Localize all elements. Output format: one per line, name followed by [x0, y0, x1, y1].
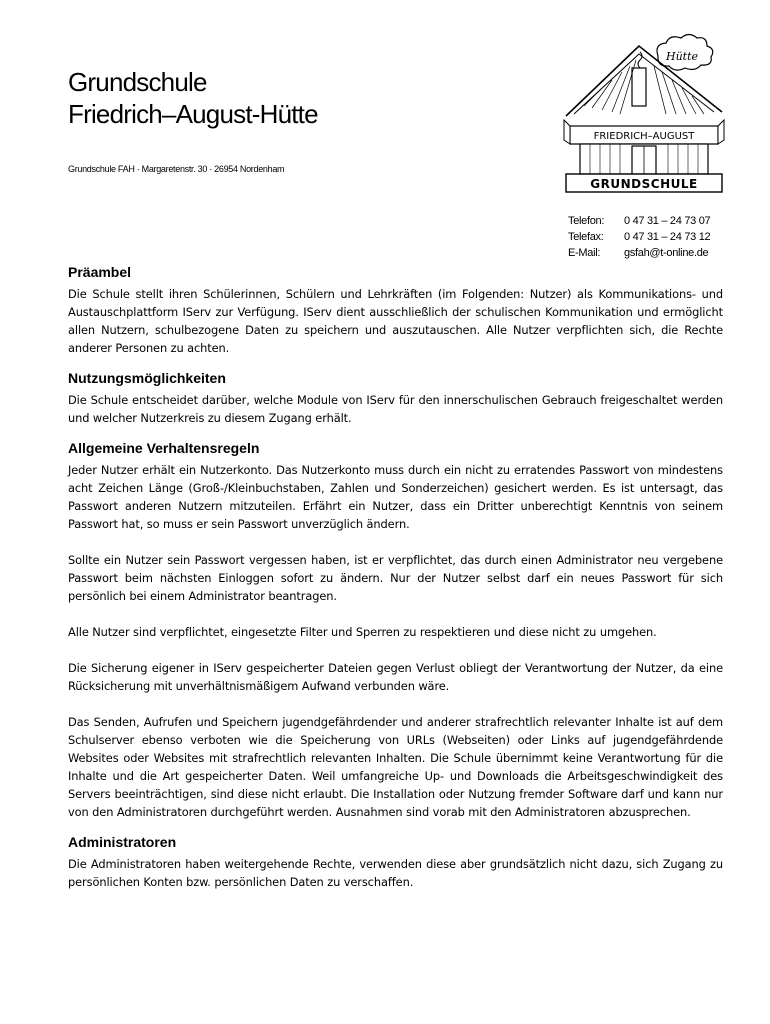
contact-email-row: [568, 245, 710, 261]
contact-fax-row: [568, 229, 710, 245]
email-value: gsfah@t-online.de: [624, 247, 709, 259]
school-name-line2: Friedrich–August-Hütte: [68, 99, 318, 129]
fax-label: Telefax:: [568, 231, 604, 243]
section-heading: Präambel: [68, 264, 132, 280]
school-name: [68, 66, 318, 130]
section-paragraph: Die Administratoren haben weitergehende Rechte, verwenden diese aber grundsätzlich nicht dazu, sich Zugang zu persönlichen Konten bzw. persönlichen Daten zu verschaffen.: [68, 857, 723, 889]
section-paragraph: Jeder Nutzer erhält ein Nutzerkonto. Das Nutzerkonto muss durch ein nicht zu erratendes Passwort von mindestens acht Zeichen Länge (Groß-/Kleinbuchstaben, Zahlen und Sonderzeichen) gesichert werden. Es ist untersagt, das Passwort anderen Nutzern mitzuteilen. Erfährt ein Nutzer, dass ein Dritter unberechtigt Kenntnis von seinem Passwort hat, so muss er sein Passwort unverzüglich ändern.: [68, 463, 723, 531]
logo-cloud-text: Hütte: [666, 50, 699, 63]
school-logo: [562, 28, 726, 194]
logo-bottom-text: GRUNDSCHULE: [590, 177, 698, 191]
section-paragraph: Alle Nutzer sind verpflichtet, eingesetzte Filter und Sperren zu respektieren und diese nicht zu umgehen.: [68, 625, 657, 639]
section-heading: Allgemeine Verhaltensregeln: [68, 440, 260, 456]
section-paragraph: Sollte ein Nutzer sein Passwort vergessen haben, ist er verpflichtet, das durch einen Administrator neu vergebene Passwort beim nächsten Einloggen sofort zu ändern. Nur der Nutzer selbst darf ein neues Passwort für sich persönlich bei einem Administrator beantragen.: [68, 553, 723, 603]
school-name-line1: Grundschule: [68, 67, 207, 97]
phone-label: Telefon:: [568, 215, 605, 227]
section-paragraph: Die Schule stellt ihren Schülerinnen, Schülern und Lehrkräften (im Folgenden: Nutzer) als Kommunikations- und Austauschplattform IServ zur Verfügung. IServ dient ausschließlich der schulischen Kommunikation und ermöglicht allen Nutzern, schulbezogene Daten zu speichern und auszutauschen. Alle Nutzer verpflichten sich, die Rechte anderer Personen zu achten.: [68, 287, 723, 355]
section-paragraph: Das Senden, Aufrufen und Speichern jugendgefährdender und anderer strafrechtlich relevanter Inhalte ist auf dem Schulserver ebenso verboten wie die Speicherung von URLs (Webseiten) oder Links auf jugendgefährdende Websites oder Websites mit strafrechtlich relevanten Inhalten. Die Schule übernimmt keine Verantwortung für die Inhalte und die Art gespeicherter Daten. Weil umfangreiche Up- und Downloads die Arbeitsgeschwindigkeit des Servers beeinträchtigen, sind diese nicht erlaubt. Die Installation oder Nutzung fremder Software darf und kann nur von den Administratoren durchgeführt werden. Ausnahmen sind vorab mit den Administratoren abzusprechen.: [68, 715, 723, 819]
contact-block: [568, 213, 710, 261]
phone-value: 0 47 31 – 24 73 07: [624, 215, 711, 227]
section-praeambel: [68, 263, 723, 357]
section-paragraph: Die Sicherung eigener in IServ gespeicherter Dateien gegen Verlust obliegt der Verantwortung der Nutzer, da eine Rücksicherung mit unverhältnismäßigem Aufwand verbunden wäre.: [68, 661, 723, 693]
fax-value: 0 47 31 – 24 73 12: [624, 231, 711, 243]
section-administratoren: [68, 833, 723, 891]
document-body: [68, 263, 723, 891]
section-heading: Administratoren: [68, 834, 177, 850]
section-heading: Nutzungsmöglichkeiten: [68, 370, 226, 386]
contact-phone-row: [568, 213, 710, 229]
section-paragraph: Die Schule entscheidet darüber, welche Module von IServ für den innerschulischen Gebrauch freigeschaltet werden und welcher Nutzerkreis zu diesem Zugang erhält.: [68, 393, 723, 425]
logo-banner-text: FRIEDRICH–AUGUST: [593, 131, 695, 142]
email-label: E-Mail:: [568, 247, 601, 259]
school-address: Grundschule FAH · Margaretenstr. 30 · 26954 Nordenham: [68, 164, 285, 174]
section-nutzung: [68, 369, 723, 427]
section-verhaltensregeln: [68, 439, 723, 821]
